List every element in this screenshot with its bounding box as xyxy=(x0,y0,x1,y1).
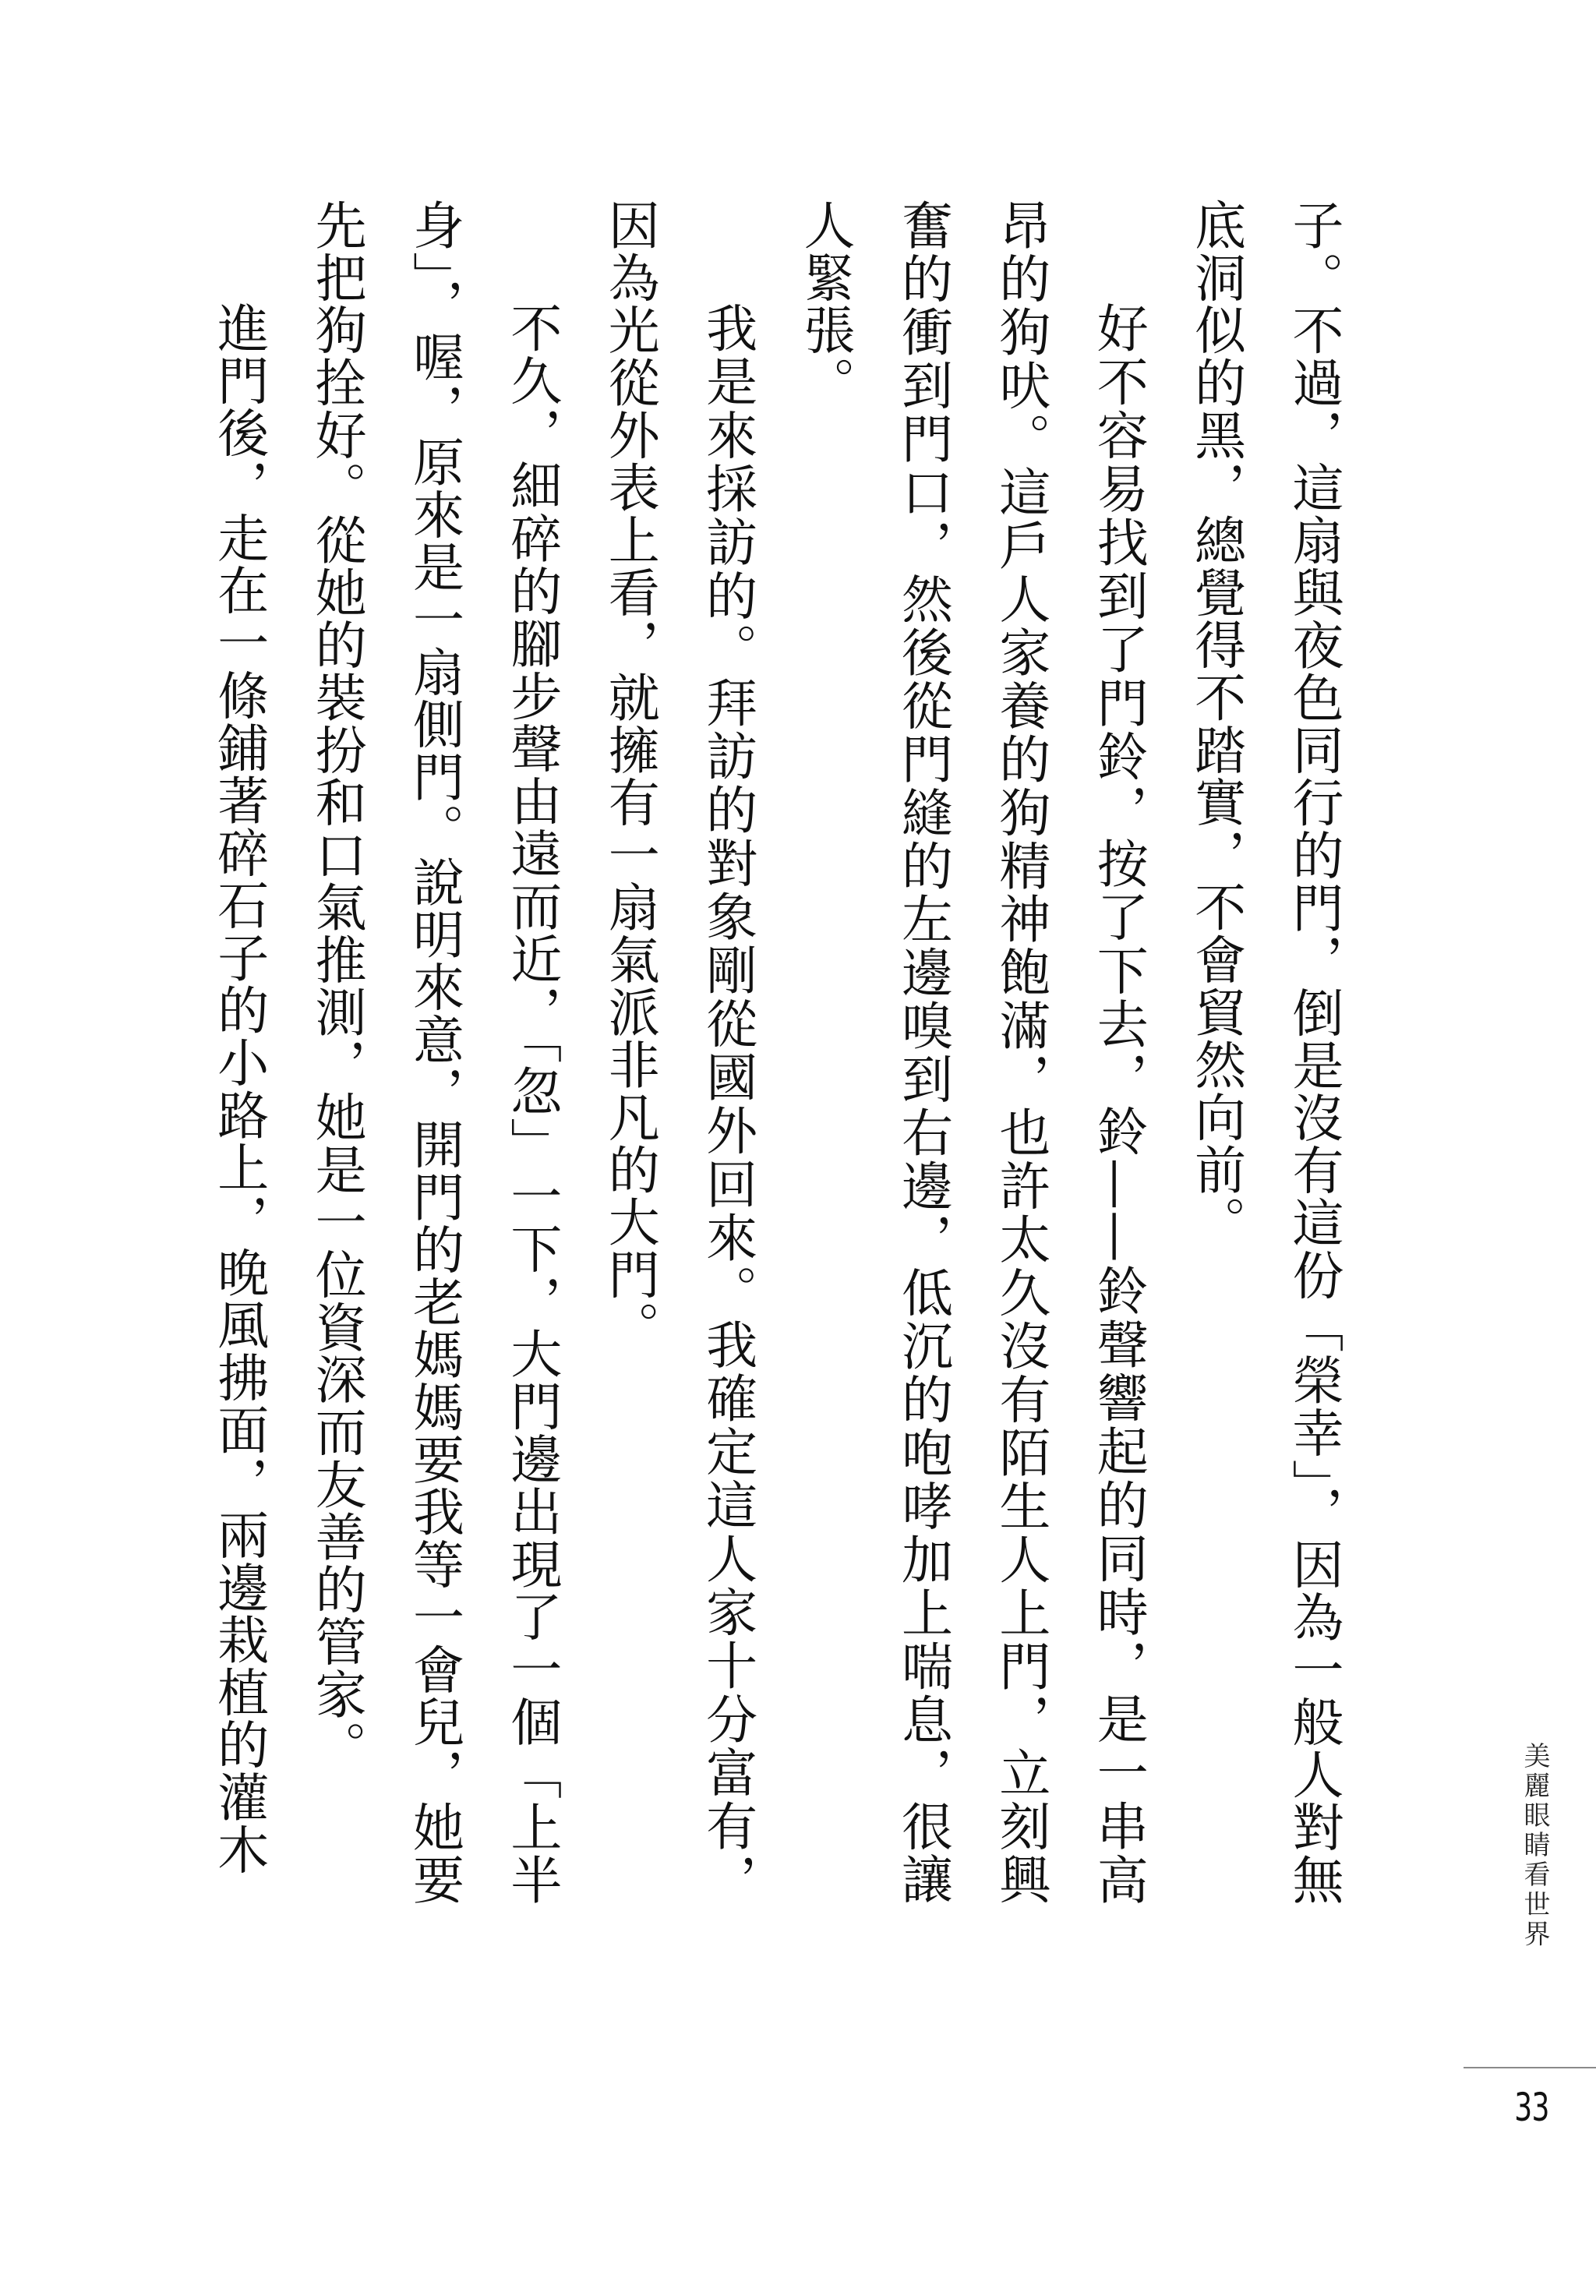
paragraph-1: 子。不過，這扇與夜色同行的門，倒是沒有這份「榮幸」，因為一般人對無底洞似的黑，總覺得不踏實，不會貿然向前。 xyxy=(1185,199,1344,1906)
folio-divider xyxy=(1464,2067,1596,2068)
page-number: 33 xyxy=(1514,2085,1549,2130)
paragraph-2: 好不容易找到了門鈴，按了下去，鈴——鈴聲響起的同時，是一串高昂的狗吠。這戶人家養的狗精神飽滿，也許太久沒有陌生人上門，立刻興奮的衝到門口，然後從門縫的左邊嗅到右邊，低沉的咆哮加上喘息，很讓人緊張。 xyxy=(795,199,1149,1906)
paragraph-5: 進門後，走在一條鋪著碎石子的小路上，晚風拂面，兩邊栽植的灌木 xyxy=(208,302,269,1876)
paragraph-3: 我是來採訪的。拜訪的對象剛從國外回來。我確定這人家十分富有，因為光從外表上看，就擁有一扇氣派非凡的大門。 xyxy=(599,199,757,1906)
paragraph-4: 不久，細碎的腳步聲由遠而近，「忽」一下，大門邊出現了一個「上半身」，喔，原來是一扇側門。說明來意，開門的老媽媽要我等一會兒，她要先把狗拴好。從她的裝扮和口氣推測，她是一位資深而友善的管家。 xyxy=(306,199,562,1906)
body-text xyxy=(208,199,1362,1906)
running-title: 美麗眼睛看世界 xyxy=(1519,1742,1550,1950)
